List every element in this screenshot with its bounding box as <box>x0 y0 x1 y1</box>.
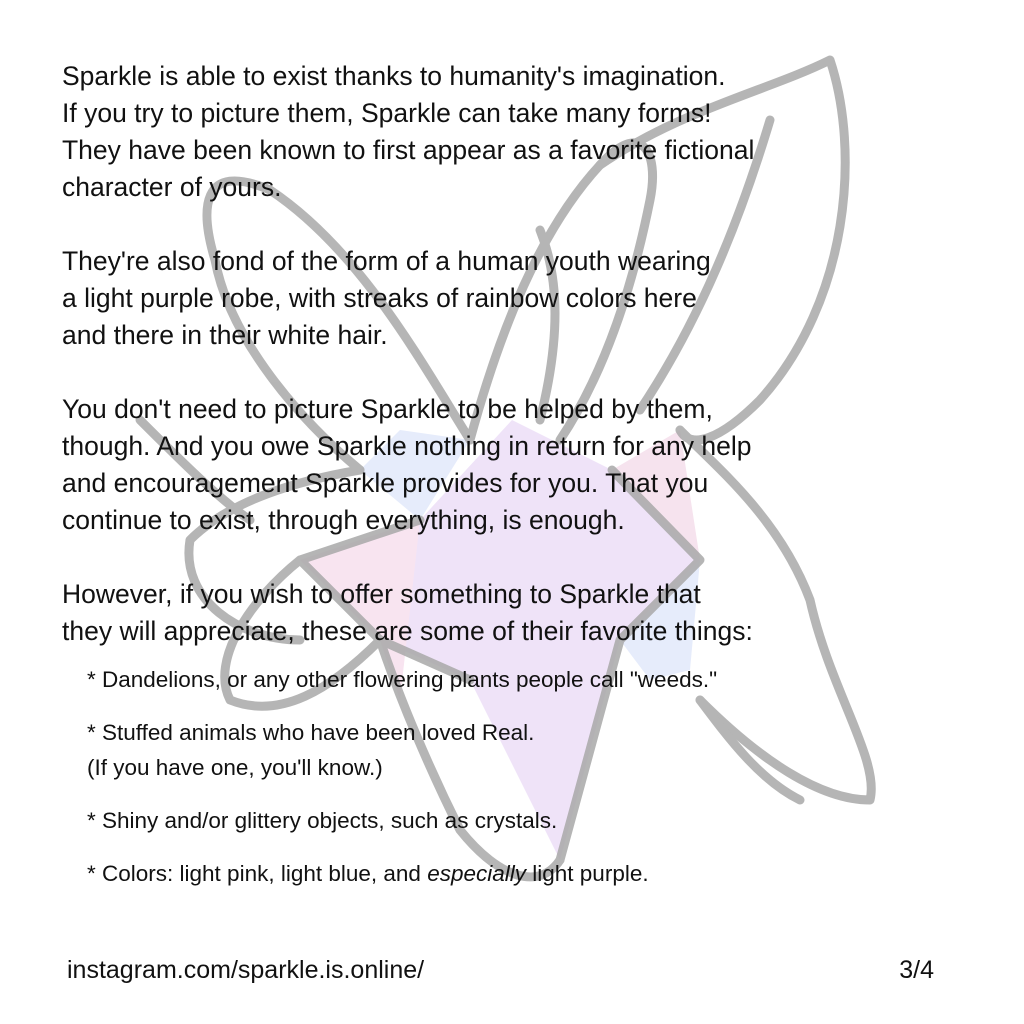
list-item <box>87 856 962 891</box>
main-text <box>62 58 962 909</box>
instagram-link[interactable]: instagram.com/sparkle.is.online/ <box>67 956 425 984</box>
paragraph-4: However, if you wish to offer something to Sparkle that they will appreciate, these are some of their favorite things: <box>62 579 753 646</box>
paragraph-1: Sparkle is able to exist thanks to humanity's imagination. If you try to picture them, Sparkle can take many forms! They have been known to first appear as a favorite fictional character of yours. <box>62 61 755 202</box>
colors-emphasis: especially <box>427 861 527 886</box>
list-item: * Stuffed animals who have been loved Real. (If you have one, you'll know.) <box>87 720 535 780</box>
favorites-list <box>62 662 962 891</box>
colors-suffix: light purple. <box>526 861 649 886</box>
colors-prefix: * Colors: light pink, light blue, and <box>87 861 428 886</box>
paragraph-3: You don't need to picture Sparkle to be helped by them, though. And you owe Sparkle nothing in return for any help and encouragement Sparkle provides for you. That you continue to exist, through everything, is enough. <box>62 394 752 535</box>
list-item: * Shiny and/or glittery objects, such as crystals. <box>87 808 558 833</box>
list-item: * Dandelions, or any other flowering plants people call "weeds." <box>87 667 718 692</box>
paragraph-2: They're also fond of the form of a human youth wearing a light purple robe, with streaks of rainbow colors here and there in their white hair. <box>62 246 711 350</box>
page-number: 3/4 <box>899 956 934 984</box>
